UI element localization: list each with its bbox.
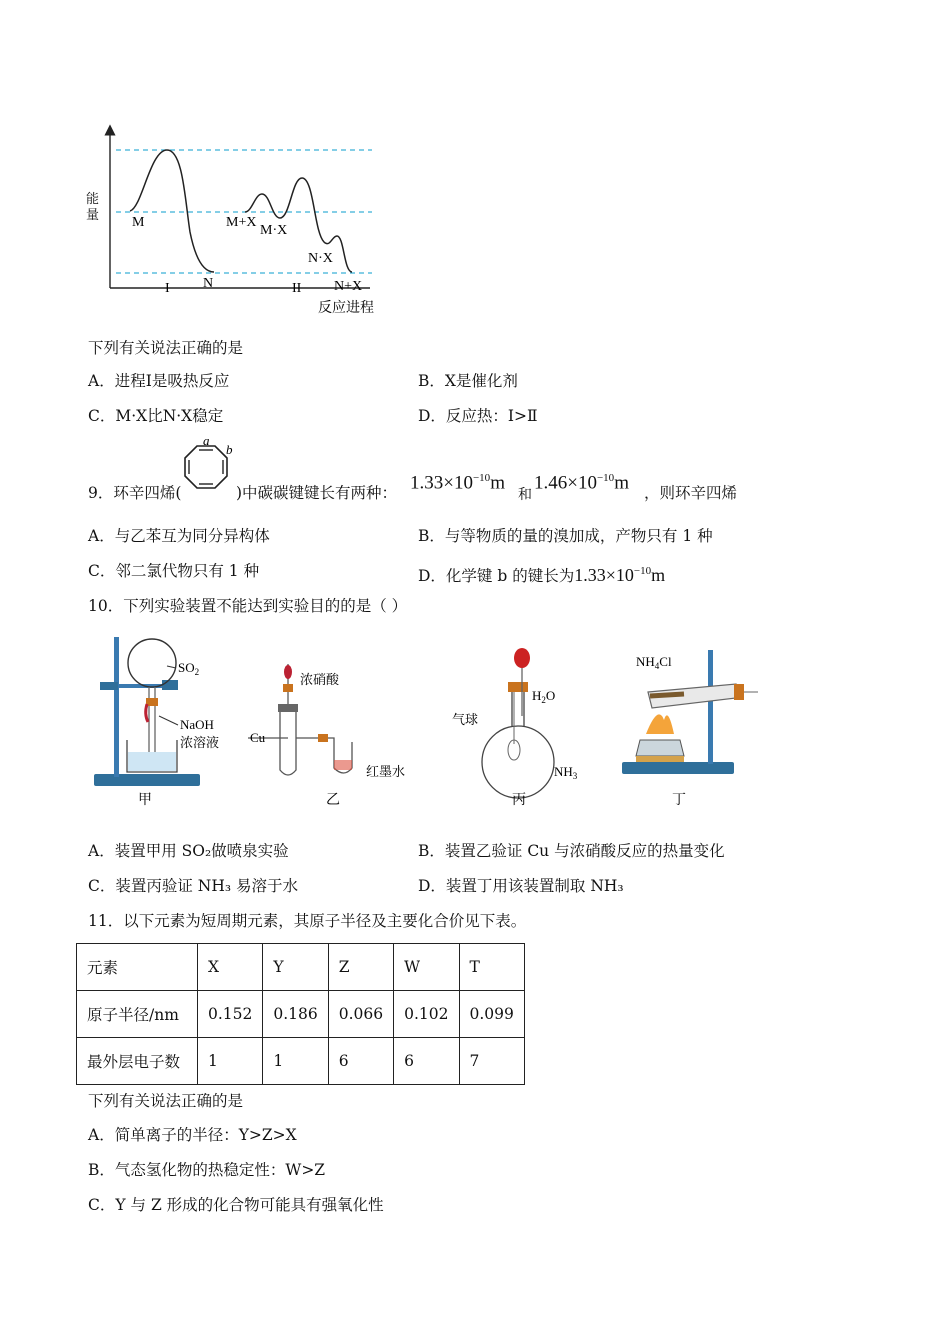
table-cell: 0.186 bbox=[263, 991, 328, 1038]
table-cell: W bbox=[394, 944, 459, 991]
d-value: 1.33 bbox=[574, 565, 606, 585]
ring-label-b: b bbox=[226, 442, 233, 457]
d-times: ×10 bbox=[605, 565, 634, 585]
label-M: M bbox=[132, 215, 145, 230]
apparatus-jia bbox=[92, 632, 242, 812]
apparatus-bing bbox=[446, 644, 596, 814]
q9-bond-a bbox=[410, 466, 505, 495]
bond-a-times: ×10 bbox=[443, 472, 473, 494]
bing-balloon-label: 气球 bbox=[452, 713, 479, 728]
jia-naoh-label: NaOH bbox=[180, 717, 214, 732]
label-NX: N·X bbox=[308, 251, 333, 266]
label-MX-sum: M+X bbox=[226, 215, 257, 230]
energy-diagram bbox=[80, 120, 400, 325]
yi-water-label: 红墨水 bbox=[366, 765, 406, 780]
label-I: I bbox=[165, 281, 170, 296]
bond-b-exp: −10 bbox=[596, 472, 615, 484]
jia-so2-label: $SO_2$ bbox=[178, 660, 200, 677]
ring-label-a: a bbox=[203, 434, 210, 448]
table-cell: 1 bbox=[198, 1038, 263, 1085]
jia-name: 甲 bbox=[138, 792, 152, 808]
yi-acid-label: 浓硝酸 bbox=[300, 673, 340, 688]
label-MX: M·X bbox=[260, 223, 288, 238]
table-cell: Z bbox=[328, 944, 393, 991]
table-cell: 7 bbox=[459, 1038, 524, 1085]
curve-process-1 bbox=[130, 150, 214, 272]
row-header-radius: 原子半径/nm bbox=[77, 991, 198, 1038]
table-row bbox=[77, 1038, 525, 1085]
label-NX-sum: N+X bbox=[334, 279, 363, 294]
table-cell: 6 bbox=[328, 1038, 393, 1085]
bing-nh3-label: $NH_3$ bbox=[554, 764, 578, 781]
ding-nh4cl-label: $NH_4Cl$ bbox=[636, 654, 672, 671]
table-cell: 0.099 bbox=[459, 991, 524, 1038]
q9-option-a[interactable]: A．与乙苯互为同分异构体 bbox=[88, 527, 270, 545]
bond-b-value: 1.46 bbox=[534, 472, 568, 494]
table-cell: 1 bbox=[263, 1038, 328, 1085]
label-II: II bbox=[292, 281, 302, 296]
y-axis-label: 能量 bbox=[86, 192, 100, 223]
q10-option-a[interactable]: A．装置甲用 SO₂做喷泉实验 bbox=[88, 842, 289, 860]
q8-option-d[interactable]: D．反应热：Ⅰ>Ⅱ bbox=[418, 407, 538, 425]
q11-option-c[interactable]: C．Y 与 Z 形成的化合物可能具有强氧化性 bbox=[88, 1196, 384, 1214]
bond-a-value: 1.33 bbox=[410, 472, 444, 494]
q8-option-b[interactable]: B．X是催化剂 bbox=[418, 372, 518, 390]
table-cell: 0.102 bbox=[394, 991, 459, 1038]
q9-option-d-value bbox=[574, 565, 665, 585]
bing-h2o-label: $H_2O$ bbox=[532, 688, 556, 705]
d-exp: −10 bbox=[633, 565, 652, 577]
element-table bbox=[76, 943, 525, 1085]
q9-bond-b bbox=[534, 466, 629, 495]
q11-stem: 11．以下元素为短周期元素，其原子半径及主要化合价见下表。 bbox=[88, 912, 527, 930]
q10-option-b[interactable]: B．装置乙验证 Cu 与浓硝酸反应的热量变化 bbox=[418, 842, 725, 860]
q10-stem: 10．下列实验装置不能达到实验目的的是（ ） bbox=[88, 597, 408, 615]
q9-stem-end: ，则环辛四烯 bbox=[644, 484, 738, 502]
bond-a-unit: m bbox=[490, 472, 505, 494]
q10-option-c[interactable]: C．装置丙验证 NH₃ 易溶于水 bbox=[88, 877, 299, 895]
ding-name: 丁 bbox=[672, 792, 686, 808]
table-row bbox=[77, 944, 525, 991]
q9-and: 和 bbox=[518, 487, 532, 503]
q9-stem-mid: )中碳碳键键长有两种： bbox=[236, 484, 398, 502]
jia-sol-label: 浓溶液 bbox=[180, 736, 220, 751]
table-cell: 0.152 bbox=[198, 991, 263, 1038]
x-axis-label: 反应进程 bbox=[318, 300, 374, 316]
q11-option-a[interactable]: A．简单离子的半径：Y>Z>X bbox=[88, 1126, 297, 1144]
q8-stem: 下列有关说法正确的是 bbox=[88, 339, 244, 357]
table-row bbox=[77, 991, 525, 1038]
q9-option-d[interactable] bbox=[418, 561, 665, 586]
d-unit: m bbox=[651, 565, 666, 585]
q11-stem2: 下列有关说法正确的是 bbox=[88, 1092, 244, 1110]
q8-option-c[interactable]: C．M·X比N·X稳定 bbox=[88, 407, 224, 425]
table-cell: 6 bbox=[394, 1038, 459, 1085]
apparatus-ding bbox=[618, 644, 788, 814]
yi-cu-label: Cu bbox=[250, 730, 266, 745]
q9-stem-start: 9．环辛四烯( bbox=[88, 484, 182, 502]
q11-option-b[interactable]: B．气态氢化物的热稳定性：W>Z bbox=[88, 1161, 326, 1179]
q9-option-b[interactable]: B．与等物质的量的溴加成，产物只有 1 种 bbox=[418, 527, 713, 545]
bond-a-exp: −10 bbox=[472, 472, 491, 484]
bing-name: 丙 bbox=[512, 792, 526, 808]
bond-b-unit: m bbox=[614, 472, 629, 494]
cyclooctatetraene-icon bbox=[180, 434, 240, 496]
table-cell: 0.066 bbox=[328, 991, 393, 1038]
q8-option-a[interactable]: A．进程Ⅰ是吸热反应 bbox=[88, 372, 230, 390]
row-header-element: 元素 bbox=[77, 944, 198, 991]
q10-option-d[interactable]: D．装置丁用该装置制取 NH₃ bbox=[418, 877, 624, 895]
table-cell: Y bbox=[263, 944, 328, 991]
q9-option-c[interactable]: C．邻二氯代物只有 1 种 bbox=[88, 562, 260, 580]
table-cell: T bbox=[459, 944, 524, 991]
yi-name: 乙 bbox=[326, 792, 340, 808]
bond-b-times: ×10 bbox=[567, 472, 597, 494]
table-cell: X bbox=[198, 944, 263, 991]
row-header-electrons: 最外层电子数 bbox=[77, 1038, 198, 1085]
label-N: N bbox=[203, 276, 214, 291]
q9-option-d-text: D．化学键 b 的键长为 bbox=[418, 567, 575, 585]
apparatus-yi bbox=[248, 660, 428, 815]
